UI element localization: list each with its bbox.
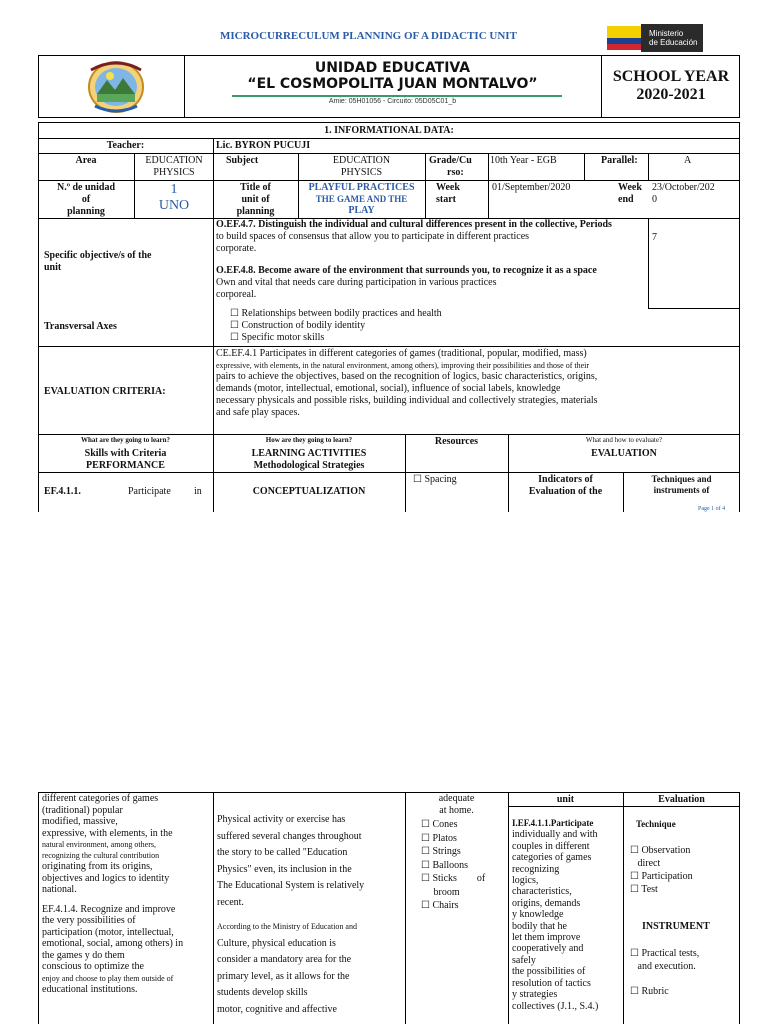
section-title: 1. INFORMATIONAL DATA: xyxy=(324,125,454,136)
unit-title-value xyxy=(298,182,425,217)
activity-line: suffered several changes throughout xyxy=(217,830,362,842)
activity-line: recent. xyxy=(217,896,244,908)
activity-line: primary level, as it allows for the xyxy=(217,970,350,982)
indicator-code: I.EF.4.1.1.Participate xyxy=(512,818,594,828)
transversal-item: ☐ Specific motor skills xyxy=(230,332,325,343)
ecuador-flag-icon xyxy=(607,26,641,50)
instrument-item: ☐ Practical tests, xyxy=(630,948,700,959)
resource-item: ☐ Cones xyxy=(421,819,458,830)
unit-number-label-line2: of xyxy=(81,194,91,205)
indicator-line: the possibilities of xyxy=(512,966,586,978)
unit-title-line3: PLAY xyxy=(348,205,375,216)
school-header xyxy=(38,55,740,118)
skills-line: educational institutions. xyxy=(42,983,138,995)
objectives-label xyxy=(44,250,212,274)
techniques-header-line2: instruments of xyxy=(653,485,710,495)
indicator-line: logics, xyxy=(512,875,539,887)
resource-item: ☐ Balloons xyxy=(421,859,469,871)
activity-line: The Educational System is relatively xyxy=(217,880,365,891)
objectives-block xyxy=(216,219,636,301)
subject-label: Subject xyxy=(226,155,259,166)
skill-row-text xyxy=(44,486,209,498)
indicators-header xyxy=(508,474,623,498)
unit-title-label-line1: Title of xyxy=(240,182,271,193)
skills-header xyxy=(38,448,213,472)
indicator-line: y knowledge xyxy=(512,909,564,921)
activities-header xyxy=(213,448,405,472)
skills-header-line1: Skills with Criteria xyxy=(84,448,167,459)
rubric-item: ☐ Rubric xyxy=(630,986,669,997)
week-end-label xyxy=(618,182,642,206)
school-year-value: 2020-2021 xyxy=(636,86,706,103)
week-start-label-line2: start xyxy=(436,194,456,205)
objectives-label-line2: unit xyxy=(44,262,62,273)
week-end-value xyxy=(652,182,715,206)
skills-line: emotional, social, among others) in xyxy=(42,938,184,949)
technique-item: ☐ Observation xyxy=(630,845,691,856)
unit-number-word: UNO xyxy=(158,198,190,213)
ministry-logo-line2: de Educación xyxy=(649,38,698,47)
technique-item: ☐ Participation xyxy=(630,871,693,882)
activity-line: motor, cognitive and affective xyxy=(217,1003,337,1015)
transversal-axes-list xyxy=(230,308,442,344)
activity-line: the story to be called "Education xyxy=(217,847,348,858)
objective-1-title: O.EF.4.7. Distinguish the individual and cultural differences present in the collective, Periods xyxy=(216,219,612,230)
skills-line: recognizing the cultural contribution xyxy=(42,851,160,860)
technique-item: ☐ Test xyxy=(630,884,658,895)
parallel-label: Parallel: xyxy=(601,155,638,166)
unit-number-label-line1: N.º de unidad xyxy=(56,182,116,193)
activity-line: students develop skills xyxy=(217,987,308,998)
technique-label: Technique xyxy=(636,819,676,829)
objective-2-text-line2: corporeal. xyxy=(216,289,257,300)
indicator-line: y strategies xyxy=(512,989,558,1001)
techniques-header xyxy=(623,474,740,496)
skills-header-line2: PERFORMANCE xyxy=(86,460,165,471)
indicator-line: individually and with xyxy=(512,829,598,841)
indicators-header-line2: Evaluation of the xyxy=(528,486,603,497)
resources-list xyxy=(421,818,507,913)
indicator-line: collectives (J.1., S.4.) xyxy=(512,1000,599,1012)
grade-label-line2: rso: xyxy=(447,167,464,178)
unit-number-value xyxy=(134,182,214,214)
skills-line: expressive, with elements, in the xyxy=(42,827,173,839)
activities-text-block xyxy=(217,812,403,1018)
header-divider xyxy=(232,95,562,97)
unit-title-label-line3: planning xyxy=(236,206,275,217)
resource-item: ☐ Strings xyxy=(421,846,461,857)
subject-value xyxy=(298,155,425,179)
activity-line: Physics" even, its inclusion in the xyxy=(217,863,352,875)
school-logo-cell xyxy=(39,56,185,117)
document-title: MICROCURRECULUM PLANNING OF A DIDACTIC UNIT xyxy=(220,30,517,42)
area-label: Area xyxy=(75,155,97,166)
resource-item: ☐ Platos xyxy=(421,832,457,844)
resource-item: broom xyxy=(421,886,460,898)
skills-line: originating from its origins, xyxy=(42,861,153,872)
teacher-name: Lic. BYRON PUCUJI xyxy=(216,140,311,151)
resources-top-line1: adequate xyxy=(438,793,475,804)
skills-line: the very possibilities of xyxy=(42,915,136,926)
criteria-line: and safe play spaces. xyxy=(216,407,300,418)
resource-spacing: ☐ Spacing xyxy=(413,474,457,485)
skills-line: natural environment, among others, xyxy=(42,840,156,849)
conceptualization-label: CONCEPTUALIZATION xyxy=(252,486,366,497)
week-end-value-line2: 0 xyxy=(652,194,657,205)
skill-participate: Participate xyxy=(128,486,171,497)
unit-title-label xyxy=(213,182,298,218)
indicator-line: categories of games xyxy=(512,852,592,864)
activities-header-line2: Methodological Strategies xyxy=(253,460,365,471)
week-end-label-line1: Week xyxy=(618,182,642,193)
activity-line: Culture, physical education is xyxy=(217,937,336,949)
resources-top xyxy=(405,793,508,817)
instrument-item: and execution. xyxy=(630,961,696,972)
how-question: How are they going to learn? xyxy=(265,436,353,444)
amie-code: Amie: 05H01056 - Circuito: 05D05C01_b xyxy=(328,98,457,105)
skills-line: modified, massive, xyxy=(42,816,118,827)
school-name-line1: UNIDAD EDUCATIVA xyxy=(314,60,471,76)
indicator-line: recognizing xyxy=(512,863,560,875)
grade-label-line1: Grade/Cu xyxy=(429,155,472,166)
activity-line: consider a mandatory area for the xyxy=(217,954,352,965)
indicator-line: couples in different xyxy=(512,840,590,852)
indicator-line: bodily that he xyxy=(512,920,567,932)
activity-line: According to the Ministry of Education and xyxy=(217,922,357,931)
objective-2-title: O.EF.4.8. Become aware of the environment that surrounds you, to recognize it as a space xyxy=(216,265,597,276)
skills-text-block xyxy=(42,793,210,995)
unit-number-digit: 1 xyxy=(170,182,178,197)
ministry-logo xyxy=(607,24,703,52)
indicator-line: safely xyxy=(512,954,536,966)
objective-1-text-line1: to build spaces of consensus that allow you to participate in different practices xyxy=(216,231,530,242)
objectives-label-line1: Specific objective/s of the xyxy=(44,250,152,261)
criteria-line: demands (motor, intellectual, emotional, social), influence of social labels, knowledge xyxy=(216,383,561,394)
school-year-cell xyxy=(601,56,740,117)
evaluation-header: EVALUATION xyxy=(591,448,657,459)
indicator-line: resolution of tactics xyxy=(512,977,591,989)
criteria-line: pairs to achieve the objectives, based on the recognition of logics, basic characteristics, origins, xyxy=(216,371,598,382)
ministry-logo-line1: Ministerio xyxy=(649,29,684,38)
objective-1-text-line2: corporate. xyxy=(216,243,257,254)
transversal-axes-label: Transversal Axes xyxy=(44,321,117,332)
criteria-line: expressive, with elements, in the natural environment, among others), improving their possibilities and those of their xyxy=(216,361,590,370)
indicator-line: characteristics, xyxy=(512,886,572,898)
week-end-label-line2: end xyxy=(618,194,634,205)
transversal-item: ☐ Construction of bodily identity xyxy=(230,320,366,331)
area-value-line1: EDUCATION xyxy=(145,155,203,166)
school-emblem-icon xyxy=(39,56,184,117)
techniques-list xyxy=(630,844,693,896)
unit-title-line1: PLAYFUL PRACTICES xyxy=(308,182,415,193)
week-end-value-line1: 23/October/202 xyxy=(652,182,715,193)
instrument-label: INSTRUMENT xyxy=(642,921,710,932)
grade-value: 10th Year - EGB xyxy=(490,155,557,166)
instruments-list xyxy=(630,947,699,973)
skills-line: EF.4.1.4. Recognize and improve xyxy=(42,903,176,915)
evaluation-criteria-label: EVALUATION CRITERIA: xyxy=(44,386,166,397)
week-start-label-line1: Week xyxy=(436,182,460,193)
skills-line: (traditional) popular xyxy=(42,804,123,816)
parallel-value: A xyxy=(684,155,692,166)
techniques-header-line1: Techniques and xyxy=(651,474,712,484)
grade-label xyxy=(429,155,472,179)
skills-line: national. xyxy=(42,884,77,895)
criteria-line: CE.EF.4.1 Participates in different categories of games (traditional, popular, modified, mass) xyxy=(216,348,587,359)
week-start-label xyxy=(436,182,460,206)
indicator-line: let them improve xyxy=(512,932,581,944)
unit-number-label xyxy=(38,182,134,218)
skills-line: participation (motor, intellectual, xyxy=(42,926,174,938)
resources-top-line2: at home. xyxy=(439,805,474,816)
technique-item: direct xyxy=(630,858,661,869)
week-start-value: 01/September/2020 xyxy=(492,182,571,193)
teacher-label: Teacher: xyxy=(106,140,145,151)
subject-value-line1: EDUCATION xyxy=(332,155,391,166)
unit-number-label-line3: planning xyxy=(67,206,105,217)
skills-line: objectives and logics to identity xyxy=(42,872,170,884)
activity-line: Physical activity or exercise has xyxy=(217,814,346,825)
unit-title-line2: THE GAME AND THE xyxy=(315,194,408,204)
page-number: Page 1 of 4 xyxy=(698,506,726,512)
indicators-text-block xyxy=(512,818,624,1012)
school-year-label: SCHOOL YEAR xyxy=(612,68,730,85)
school-name-line2: “EL COSMOPOLITA JUAN MONTALVO” xyxy=(247,76,538,92)
indicator-line: origins, demands xyxy=(512,897,581,909)
skill-code: EF.4.1.1. xyxy=(44,486,81,497)
indicators-header-line1: Indicators of xyxy=(538,474,593,485)
area-value xyxy=(134,155,214,179)
subject-value-line2: PHYSICS xyxy=(340,167,383,178)
transversal-item: ☐ Relationships between bodily practices and health xyxy=(230,308,442,319)
resources-header: Resources xyxy=(434,436,479,447)
planning-table-continued xyxy=(38,792,740,1024)
indicator-line: cooperatively and xyxy=(512,943,584,955)
skills-line: the games y do them xyxy=(42,949,125,961)
unit-title-label-line2: unit of xyxy=(241,194,270,205)
learn-question: What are they going to learn? xyxy=(80,436,171,444)
resource-item: ☐ Chairs xyxy=(421,900,459,911)
skills-line: enjoy and choose to play them outside of xyxy=(42,973,174,983)
area-value-line2: PHYSICS xyxy=(153,167,195,178)
resource-item: ☐ Sticks of xyxy=(421,873,486,884)
criteria-line: necessary physicals and possible risks, building individual and collectively strategies, materials xyxy=(216,395,598,406)
informational-data-table xyxy=(38,122,740,512)
objective-2-text-line1: Own and vital that needs care during participation in various practices xyxy=(216,277,497,288)
skills-line: conscious to optimize the xyxy=(42,961,144,972)
periods-value: 7 xyxy=(652,232,657,243)
evaluation-subheader: Evaluation xyxy=(658,794,705,805)
activities-header-line1: LEARNING ACTIVITIES xyxy=(251,448,367,459)
evaluate-question: What and how to evaluate? xyxy=(585,436,663,444)
skill-in: in xyxy=(194,486,202,497)
skills-line: different categories of games xyxy=(42,793,159,804)
evaluation-criteria-text xyxy=(216,348,736,419)
unit-header: unit xyxy=(556,794,575,805)
